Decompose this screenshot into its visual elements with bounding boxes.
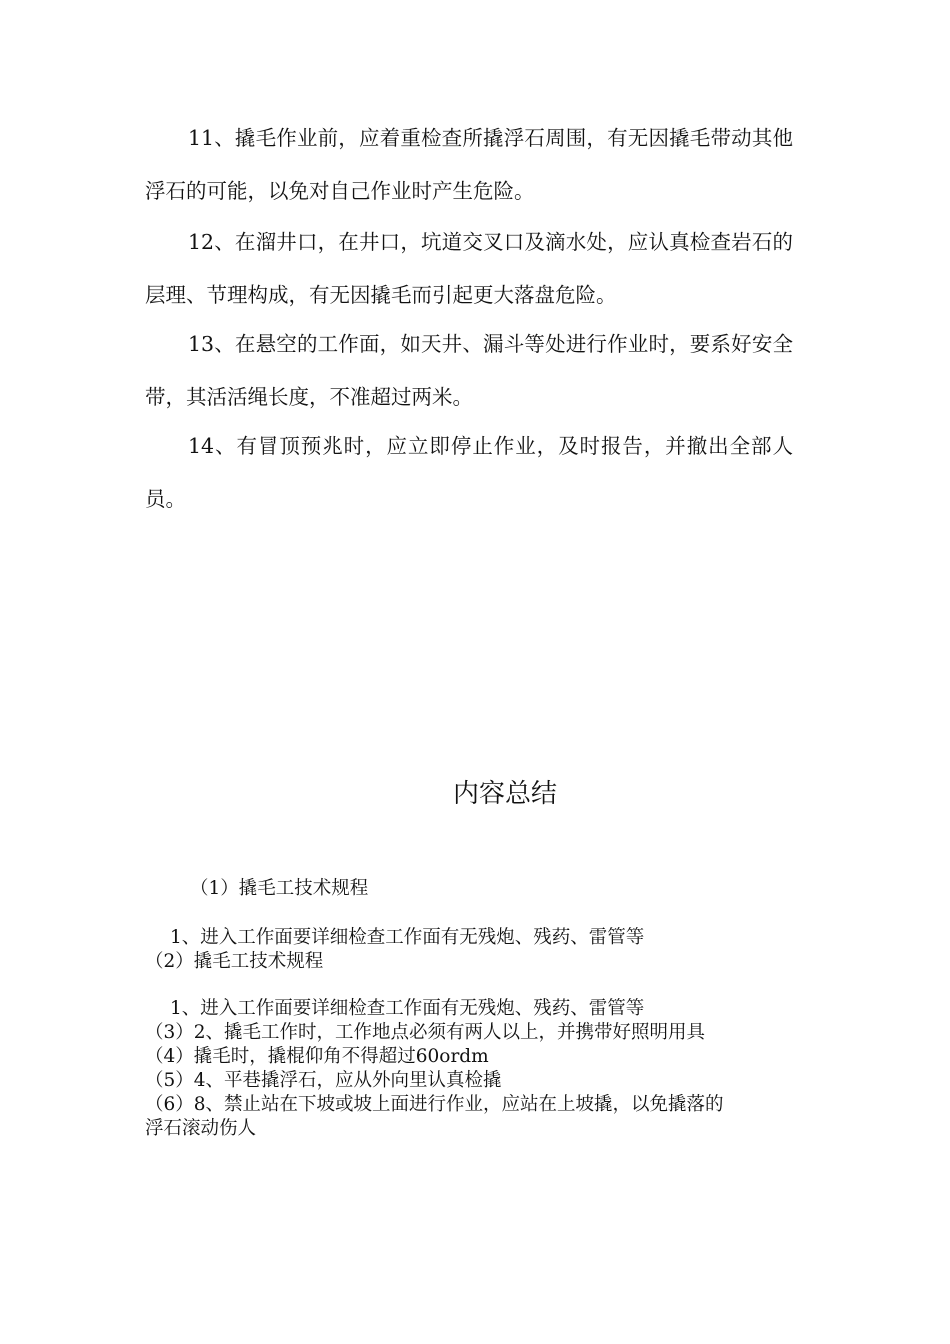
summary-line: （3）2、撬毛工作时，工作地点必须有两人以上，并携带好照明用具: [145, 1022, 706, 1043]
paragraph-13: 13、在悬空的工作面，如天井、漏斗等处进行作业时，要系好安全带，其活活绳长度，不准超过两米。: [145, 332, 793, 409]
summary-line: （4）撬毛时，撬棍仰角不得超过60ordm: [145, 1046, 489, 1067]
summary-line: （5）4、平巷撬浮石，应从外向里认真检撬: [145, 1070, 502, 1091]
summary-line: 1、进入工作面要详细检查工作面有无残炮、残药、雷管等: [170, 998, 645, 1019]
summary-line: （1）撬毛工技术规程: [190, 878, 369, 899]
summary-line: （6）8、禁止站在下坡或坡上面进行作业，应站在上坡撬，以免撬落的: [145, 1094, 724, 1115]
paragraph-11: 11、撬毛作业前，应着重检查所撬浮石周围，有无因撬毛带动其他浮石的可能，以免对自己作业时产生危险。: [145, 126, 793, 203]
summary-line: （2）撬毛工技术规程: [145, 951, 324, 972]
summary-line: 1、进入工作面要详细检查工作面有无残炮、残药、雷管等: [170, 927, 645, 948]
summary-title: 内容总结: [452, 779, 557, 809]
summary-line: 浮石滚动伤人: [145, 1118, 257, 1139]
paragraph-12: 12、在溜井口，在井口，坑道交叉口及滴水处，应认真检查岩石的层理、节理构成，有无因撬毛而引起更大落盘危险。: [145, 230, 793, 307]
paragraph-14: 14、有冒顶预兆时，应立即停止作业，及时报告，并撤出全部人员。: [145, 434, 793, 511]
